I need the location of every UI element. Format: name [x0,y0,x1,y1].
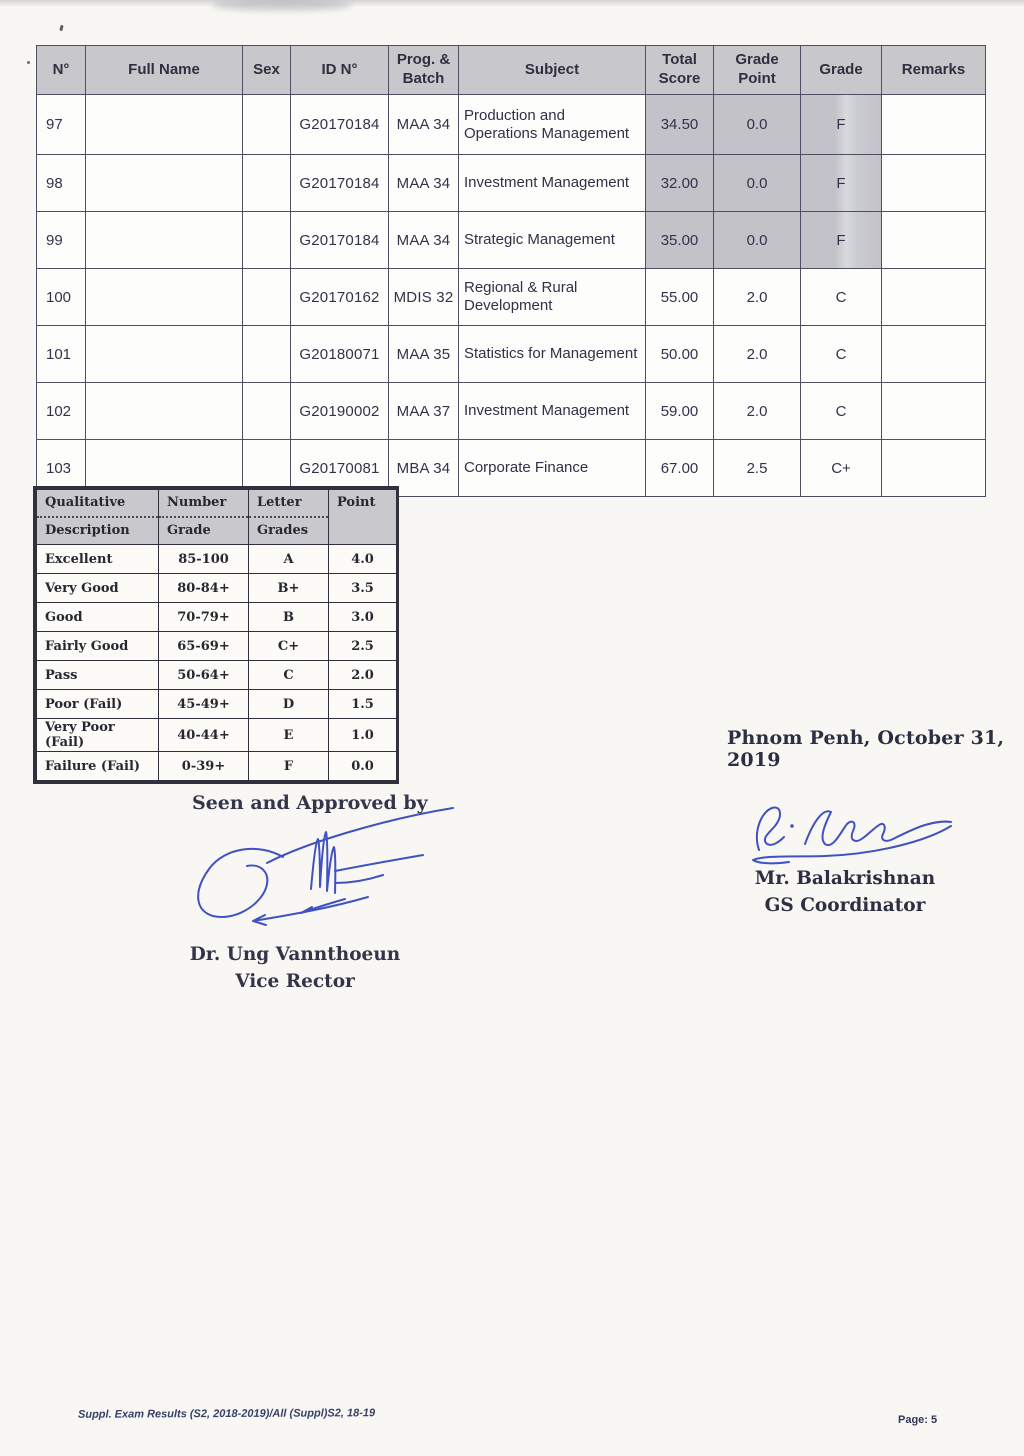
scale-point: 4.0 [329,545,397,574]
header-id: ID N° [291,46,389,95]
scale-description: Very Good [37,574,159,603]
scale-header-line: Number [159,490,248,518]
grade-scale-table [33,486,399,784]
cell-batch: MAA 37 [389,383,459,440]
cell-grade: C [801,383,882,440]
scale-letter: F [249,752,329,781]
cell-total-score: 59.00 [646,383,714,440]
scale-header-row [37,490,397,545]
cell-no: 100 [37,269,86,326]
cell-batch: MAA 34 [389,212,459,269]
cell-total-score: 34.50 [646,95,714,155]
scale-number: 65-69+ [159,632,249,661]
scale-number: 50-64+ [159,661,249,690]
cell-batch: MBA 34 [389,440,459,497]
cell-grade: C [801,326,882,383]
cell-grade: C [801,269,882,326]
date-line: Phnom Penh, October 31, 2019 [727,727,1005,771]
scale-header-line [329,516,396,542]
scale-number: 80-84+ [159,574,249,603]
scale-row [37,690,397,719]
scale-header-line: Grade [167,523,211,538]
scale-header-line: Qualitative [37,490,158,518]
cell-grade: C+ [801,440,882,497]
scan-speck [27,61,30,64]
scale-row [37,574,397,603]
header-no: N° [37,46,86,95]
cell-remarks [882,326,986,383]
scale-point: 3.0 [329,603,397,632]
cell-full-name [86,326,243,383]
scale-number: 45-49+ [159,690,249,719]
cell-full-name [86,383,243,440]
table-row [37,383,986,440]
cell-sex [243,269,291,326]
scale-description: Excellent [37,545,159,574]
cell-sex [243,212,291,269]
scale-point: 1.0 [329,719,397,752]
left-signer-name: Dr. Ung Vannthoeun [189,944,401,965]
cell-grade-point: 2.5 [714,440,801,497]
gs-coordinator-signature [745,798,960,873]
cell-no: 102 [37,383,86,440]
scale-header-point [329,490,397,545]
scale-number: 0-39+ [159,752,249,781]
header-subject: Subject [459,46,646,95]
cell-remarks [882,95,986,155]
cell-no: 101 [37,326,86,383]
cell-remarks [882,383,986,440]
scale-header-line: Grades [257,523,309,538]
right-signer-name: Mr. Balakrishnan [754,868,936,889]
right-signer-title: GS Coordinator [764,894,926,916]
header-remarks: Remarks [882,46,986,95]
cell-remarks [882,212,986,269]
scale-row [37,661,397,690]
cell-sex [243,155,291,212]
cell-grade-point: 2.0 [714,383,801,440]
cell-no: 97 [37,95,86,155]
cell-grade: F [801,212,882,269]
scale-description: Very Poor (Fail) [37,719,159,752]
scale-row [37,719,397,752]
cell-no: 99 [37,212,86,269]
cell-total-score: 55.00 [646,269,714,326]
vice-rector-signature [155,795,475,940]
scale-number: 40-44+ [159,719,249,752]
scan-smudge [212,0,352,11]
cell-no: 103 [37,440,86,497]
scale-header-line: Point [337,495,376,510]
cell-full-name [86,95,243,155]
footer-page-number: Page: 5 [898,1414,938,1426]
cell-subject: Strategic Management [459,212,646,269]
scale-letter: C [249,661,329,690]
cell-grade-point: 2.0 [714,326,801,383]
scale-point: 0.0 [329,752,397,781]
cell-grade-point: 0.0 [714,155,801,212]
scale-description: Fairly Good [37,632,159,661]
scale-header-line: Description [45,523,130,538]
scale-header-line: Letter [249,490,328,518]
cell-grade-point: 0.0 [714,212,801,269]
table-row [37,326,986,383]
cell-subject: Investment Management [459,155,646,212]
left-signer-title: Vice Rector [235,970,355,992]
header-grade: Grade [801,46,882,95]
scale-row [37,632,397,661]
scale-description: Poor (Fail) [37,690,159,719]
scale-letter: C+ [249,632,329,661]
cell-no: 98 [37,155,86,212]
right-signer-block [735,866,955,920]
header-sex: Sex [243,46,291,95]
scale-letter: D [249,690,329,719]
cell-id: G20170184 [291,155,389,212]
cell-batch: MAA 35 [389,326,459,383]
scale-header-description [37,490,159,545]
cell-total-score: 50.00 [646,326,714,383]
cell-grade: F [801,155,882,212]
cell-id: G20190002 [291,383,389,440]
scale-letter: B [249,603,329,632]
scan-streak [0,0,1024,7]
scale-point: 1.5 [329,690,397,719]
scan-speck [59,25,63,32]
cell-id: G20180071 [291,326,389,383]
header-full-name: Full Name [86,46,243,95]
cell-full-name [86,269,243,326]
scale-point: 3.5 [329,574,397,603]
scale-letter: B+ [249,574,329,603]
cell-grade-point: 0.0 [714,95,801,155]
cell-total-score: 35.00 [646,212,714,269]
scale-number: 85-100 [159,545,249,574]
cell-total-score: 32.00 [646,155,714,212]
cell-subject: Investment Management [459,383,646,440]
cell-batch: MAA 34 [389,155,459,212]
cell-sex [243,95,291,155]
cell-remarks [882,440,986,497]
scale-row [37,545,397,574]
cell-id: G20170162 [291,269,389,326]
cell-remarks [882,155,986,212]
cell-id: G20170184 [291,95,389,155]
cell-batch: MAA 34 [389,95,459,155]
cell-sex [243,326,291,383]
table-row [37,212,986,269]
scale-description: Good [37,603,159,632]
cell-subject: Corporate Finance [459,440,646,497]
approved-heading: Seen and Approved by [192,792,428,814]
cell-grade: F [801,95,882,155]
cell-sex [243,383,291,440]
results-header-row [37,46,986,95]
cell-id: G20170081 [291,440,389,497]
cell-subject: Production and Operations Management [459,95,646,155]
footer-document-label: Suppl. Exam Results (S2, 2018-2019)/All (Suppl)S2, 18-19 [77,1407,376,1421]
scale-point: 2.5 [329,632,397,661]
scale-row [37,603,397,632]
cell-remarks [882,269,986,326]
header-grade-point: Grade Point [714,46,801,95]
scale-row [37,752,397,781]
scale-point: 2.0 [329,661,397,690]
scale-header-number [159,490,249,545]
scale-description: Failure (Fail) [37,752,159,781]
scale-letter: E [249,719,329,752]
scale-header-letter [249,490,329,545]
cell-grade-point: 2.0 [714,269,801,326]
cell-full-name [86,212,243,269]
header-prog-batch: Prog. & Batch [389,46,459,95]
cell-total-score: 67.00 [646,440,714,497]
table-row [37,155,986,212]
cell-batch: MDIS 32 [389,269,459,326]
results-table [36,45,986,497]
table-row [37,95,986,155]
cell-subject: Statistics for Management [459,326,646,383]
cell-subject: Regional & Rural Development [459,269,646,326]
header-total-score: Total Score [646,46,714,95]
scale-number: 70-79+ [159,603,249,632]
table-row [37,269,986,326]
cell-id: G20170184 [291,212,389,269]
scale-description: Pass [37,661,159,690]
left-signer-block [155,942,435,996]
scale-letter: A [249,545,329,574]
cell-full-name [86,155,243,212]
